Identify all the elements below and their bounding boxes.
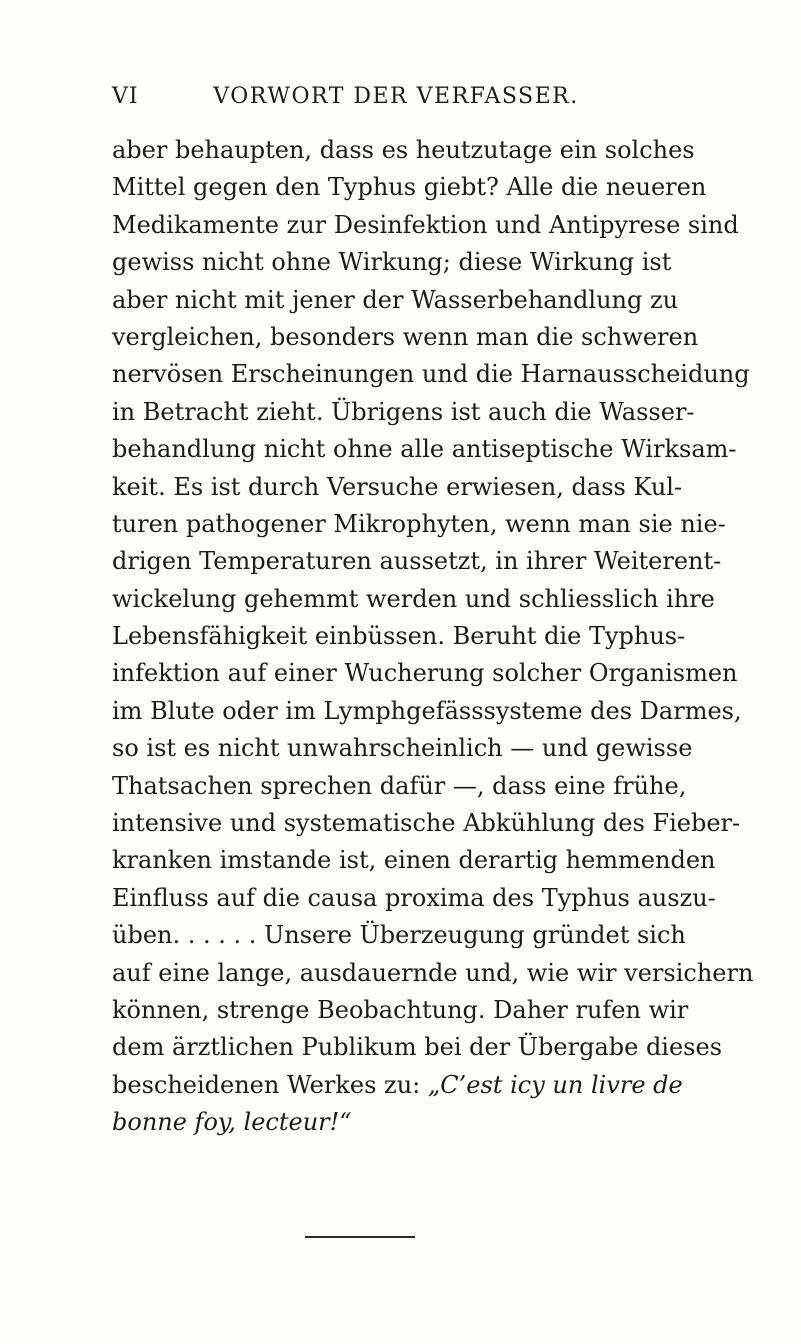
running-head: VORWORT DER VERFASSER. bbox=[213, 84, 579, 109]
text-line-22: üben. . . . . . Unsere Überzeugung gründet sich bbox=[112, 921, 686, 950]
quote-part-2: bonne foy, lecteur!“ bbox=[112, 1108, 352, 1137]
text-line-13: wickelung gehemmt werden und schliesslich ihre bbox=[112, 584, 715, 613]
text-line-7: nervösen Erscheinungen und die Harnausscheidung bbox=[112, 360, 750, 389]
text-line-23: auf eine lange, ausdauernde und, wie wir versichern bbox=[112, 958, 754, 987]
text-line-4: gewiss nicht ohne Wirkung; diese Wirkung ist bbox=[112, 248, 672, 277]
quote-part-1: „C’est icy un livre de bbox=[427, 1070, 683, 1099]
text-line-3: Medikamente zur Desinfektion und Antipyrese sind bbox=[112, 210, 739, 239]
text-line-17: so ist es nicht unwahrscheinlich — und gewisse bbox=[112, 734, 693, 763]
text-line-8: in Betracht zieht. Übrigens ist auch die Wasser- bbox=[112, 397, 695, 426]
text-line-20: kranken imstande ist, einen derartig hemmenden bbox=[112, 846, 716, 875]
text-line-11: turen pathogener Mikrophyten, wenn man sie nie- bbox=[112, 509, 726, 538]
text-line-5: aber nicht mit jener der Wasserbehandlung zu bbox=[112, 285, 679, 314]
text-line-14: Lebensfähigkeit einbüssen. Beruht die Typhus- bbox=[112, 622, 686, 651]
text-line-10: keit. Es ist durch Versuche erwiesen, dass Kul- bbox=[112, 472, 683, 501]
text-line-24: können, strenge Beobachtung. Daher rufen wir bbox=[112, 995, 689, 1024]
text-line-9: behandlung nicht ohne alle antiseptische Wirksam- bbox=[112, 435, 737, 464]
text-line-21: Einfluss auf die causa proxima des Typhus auszu- bbox=[112, 883, 716, 912]
text-line-25: dem ärztlichen Publikum bei der Übergabe dieses bbox=[112, 1033, 723, 1062]
text-line-19: intensive und systematische Abkühlung des Fieber- bbox=[112, 809, 741, 838]
text-line-26-prefix: bescheidenen Werkes zu: bbox=[112, 1070, 428, 1099]
text-line-15: infektion auf einer Wucherung solcher Organismen bbox=[112, 659, 738, 688]
page-number: VI bbox=[112, 84, 139, 109]
body-text bbox=[112, 132, 754, 1142]
text-line-26 bbox=[112, 1067, 683, 1104]
end-rule bbox=[305, 1236, 415, 1238]
text-line-6: vergleichen, besonders wenn man die schweren bbox=[112, 322, 699, 351]
text-line-16: im Blute oder im Lymphgefässsysteme des Darmes, bbox=[112, 696, 742, 725]
text-line-1: aber behaupten, dass es heutzutage ein solches bbox=[112, 136, 695, 164]
page-header bbox=[112, 84, 596, 114]
text-line-2: Mittel gegen den Typhus giebt? Alle die neueren bbox=[112, 173, 707, 202]
text-line-18: Thatsachen sprechen dafür —, dass eine frühe, bbox=[112, 771, 687, 800]
text-line-12: drigen Temperaturen aussetzt, in ihrer Weiterent- bbox=[112, 547, 722, 576]
